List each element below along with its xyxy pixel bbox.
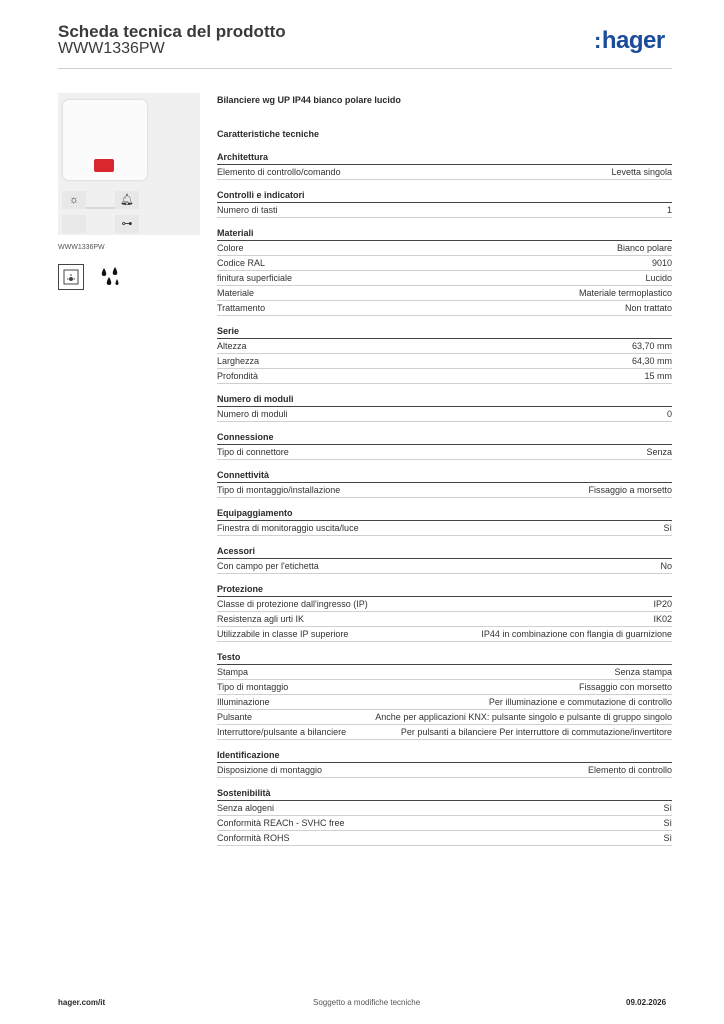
spec-value: Per pulsanti a bilanciere Per interruttore di commutazione/invertitore: [400, 727, 672, 737]
spec-label: Con campo per l'etichetta: [217, 561, 319, 571]
footer-website[interactable]: hager.com/it: [58, 998, 106, 1007]
spec-value: 0: [666, 409, 672, 419]
spec-section: [217, 152, 672, 180]
symbol-illuminated-icon: [58, 264, 84, 290]
spec-label: Tipo di connettore: [217, 447, 289, 457]
spec-value: IK02: [653, 614, 672, 624]
section-title: Serie: [217, 326, 672, 339]
spec-label: Altezza: [217, 341, 247, 351]
spec-row: [217, 256, 672, 271]
spec-label: Interruttore/pulsante a bilanciere: [217, 727, 347, 737]
image-caption: WWW1336PW: [58, 244, 105, 251]
spec-row: [217, 801, 672, 816]
spec-row: [217, 695, 672, 710]
spec-value: Sì: [663, 818, 672, 828]
spec-value: Per illuminazione e commutazione di controllo: [488, 697, 672, 707]
product-image: [58, 93, 200, 235]
footer-note: Soggetto a modifiche tecniche: [313, 998, 421, 1007]
spec-section: [217, 652, 672, 740]
spec-label: Profondità: [217, 371, 259, 381]
spec-label: Finestra di monitoraggio uscita/luce: [217, 523, 359, 533]
spec-row: [217, 725, 672, 740]
spec-label: finitura superficiale: [217, 273, 293, 283]
insert-connector: [86, 207, 115, 209]
spec-row: [217, 286, 672, 301]
brand-logo: :hager: [594, 27, 665, 54]
section-title: Identificazione: [217, 750, 672, 763]
spec-value: Sì: [663, 803, 672, 813]
spec-value: Sì: [663, 833, 672, 843]
bell-icon: 🔔︎: [115, 191, 139, 209]
section-title: Sostenibilità: [217, 788, 672, 801]
spec-value: Levetta singola: [611, 167, 672, 177]
spec-row: [217, 203, 672, 218]
section-title: Materiali: [217, 228, 672, 241]
spec-label: Conformità REACh - SVHC free: [217, 818, 345, 828]
spec-row: [217, 627, 672, 642]
spec-label: Codice RAL: [217, 258, 266, 268]
spec-section: [217, 326, 672, 384]
section-title: Acessori: [217, 546, 672, 559]
spec-label: Disposizione di montaggio: [217, 765, 323, 775]
spec-label: Tipo di montaggio/installazione: [217, 485, 341, 495]
spec-section: [217, 432, 672, 460]
spec-row: [217, 521, 672, 536]
spec-value: Senza stampa: [614, 667, 672, 677]
spec-section: [217, 584, 672, 642]
spec-row: [217, 354, 672, 369]
spec-label: Classe di protezione dall'ingresso (IP): [217, 599, 368, 609]
spec-label: Materiale: [217, 288, 255, 298]
spec-label: Senza alogeni: [217, 803, 275, 813]
spec-row: [217, 612, 672, 627]
spec-label: Numero di tasti: [217, 205, 278, 215]
spec-section: [217, 546, 672, 574]
spec-value: Anche per applicazioni KNX: pulsante singolo e pulsante di gruppo singolo: [375, 712, 672, 722]
blank-insert: [62, 215, 86, 233]
spec-section: [217, 750, 672, 778]
switch-plate: [63, 100, 147, 180]
section-title: Architettura: [217, 152, 672, 165]
spec-row: [217, 763, 672, 778]
spec-value: 64,30 mm: [631, 356, 672, 366]
spec-value: 63,70 mm: [631, 341, 672, 351]
header-divider: [58, 68, 672, 69]
spec-row: [217, 710, 672, 725]
spec-row: [217, 483, 672, 498]
spec-value: 1: [666, 205, 672, 215]
spec-row: [217, 665, 672, 680]
spec-value: Bianco polare: [616, 243, 672, 253]
spec-row: [217, 339, 672, 354]
spec-label: Pulsante: [217, 712, 253, 722]
splash-protection-icon: [97, 264, 123, 290]
spec-value: Sì: [663, 523, 672, 533]
product-code: WWW1336PW: [58, 40, 165, 57]
spec-label: Trattamento: [217, 303, 266, 313]
section-title: Numero di moduli: [217, 394, 672, 407]
spec-row: [217, 816, 672, 831]
spec-label: Larghezza: [217, 356, 260, 366]
spec-section: [217, 190, 672, 218]
section-title: Connettività: [217, 470, 672, 483]
spec-row: [217, 369, 672, 384]
spec-label: Illuminazione: [217, 697, 270, 707]
light-icon: ☼: [62, 191, 86, 209]
spec-section: [217, 788, 672, 846]
spec-section: [217, 228, 672, 316]
spec-row: [217, 680, 672, 695]
spec-label: Stampa: [217, 667, 249, 677]
spec-label: Resistenza agli urti IK: [217, 614, 305, 624]
section-title: Testo: [217, 652, 672, 665]
spec-label: Tipo di montaggio: [217, 682, 289, 692]
section-title: Connessione: [217, 432, 672, 445]
spec-value: Materiale termoplastico: [578, 288, 672, 298]
spec-label: Utilizzabile in classe IP superiore: [217, 629, 349, 639]
spec-row: [217, 831, 672, 846]
tech-heading: Caratteristiche tecniche: [217, 129, 320, 139]
spec-row: [217, 271, 672, 286]
spec-value: Senza: [646, 447, 672, 457]
spec-label: Conformità ROHS: [217, 833, 290, 843]
logo-text: hager: [601, 27, 665, 54]
spec-section: [217, 508, 672, 536]
spec-label: Numero di moduli: [217, 409, 288, 419]
spec-row: [217, 559, 672, 574]
spec-section: [217, 470, 672, 498]
spec-label: Elemento di controllo/comando: [217, 167, 341, 177]
spec-value: Non trattato: [624, 303, 672, 313]
spec-value: 9010: [651, 258, 672, 268]
section-title: Equipaggiamento: [217, 508, 672, 521]
spec-value: IP20: [653, 599, 672, 609]
spec-row: [217, 597, 672, 612]
spec-row: [217, 407, 672, 422]
spec-value: No: [660, 561, 672, 571]
product-title: Bilanciere wg UP IP44 bianco polare lucido: [217, 95, 401, 105]
spec-value: Fissaggio a morsetto: [588, 485, 672, 495]
spec-value: IP44 in combinazione con flangia di guarnizione: [481, 629, 672, 639]
spec-content: [217, 95, 672, 856]
footer-date: 09.02.2026: [626, 998, 667, 1007]
key-icon: ⊶: [115, 215, 139, 233]
spec-sections: [217, 152, 672, 846]
spec-value: Elemento di controllo: [587, 765, 672, 775]
indicator-lamp: [94, 159, 114, 172]
page-title: Scheda tecnica del prodotto: [58, 22, 286, 41]
spec-value: 15 mm: [644, 371, 672, 381]
spec-row: [217, 165, 672, 180]
spec-section: [217, 394, 672, 422]
spec-value: Fissaggio con morsetto: [578, 682, 672, 692]
spec-value: Lucido: [645, 273, 672, 283]
section-title: Protezione: [217, 584, 672, 597]
spec-row: [217, 241, 672, 256]
spec-row: [217, 445, 672, 460]
spec-row: [217, 301, 672, 316]
section-title: Controlli e indicatori: [217, 190, 672, 203]
spec-label: Colore: [217, 243, 244, 253]
